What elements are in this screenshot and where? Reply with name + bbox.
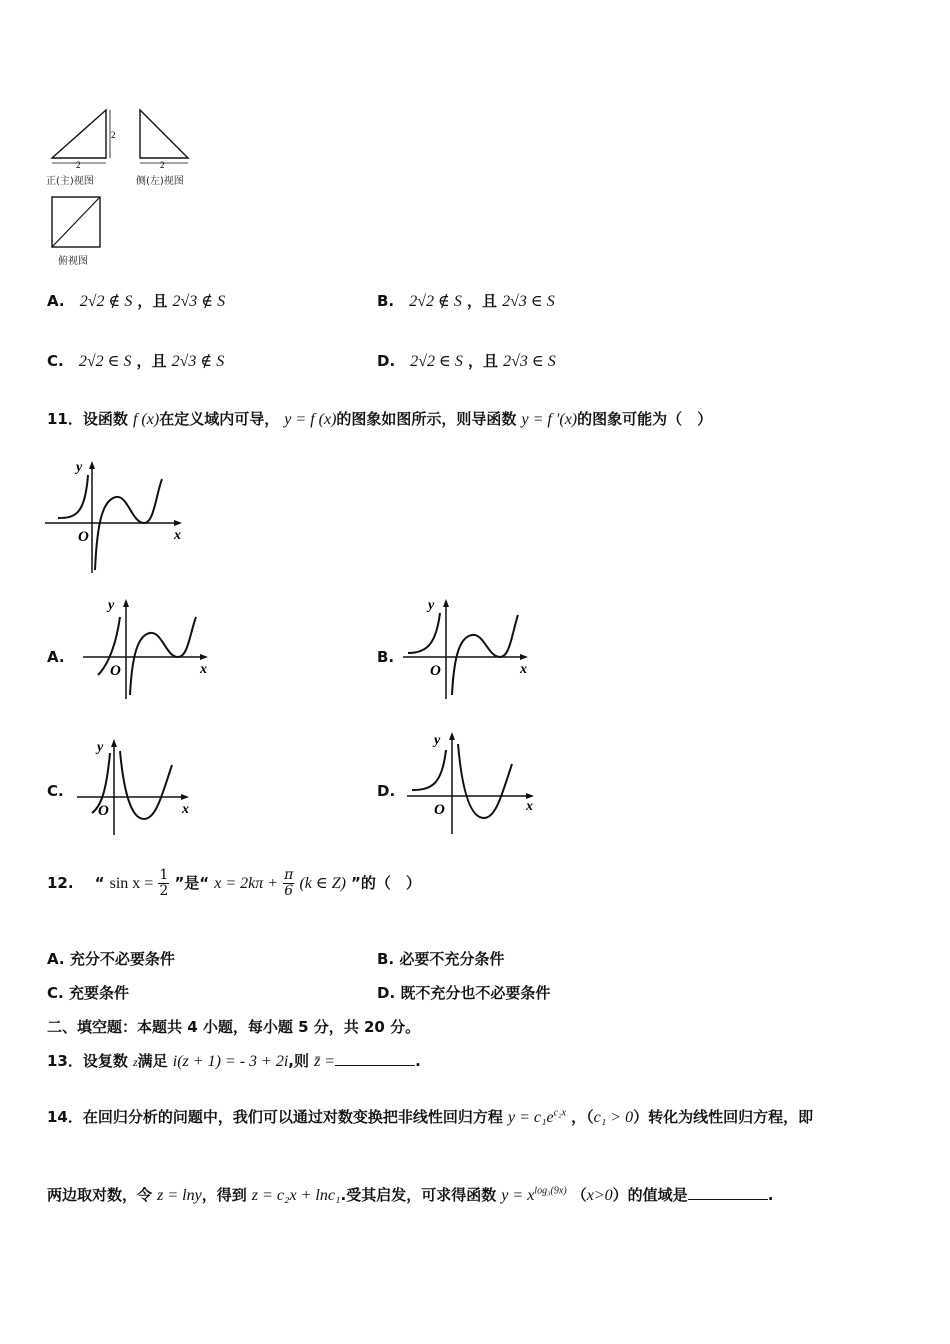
side-view-caption: 侧(左)视图	[136, 176, 184, 187]
q11-option-a-graph[interactable]	[78, 595, 218, 705]
variable-z: z	[132, 1055, 138, 1069]
q11-text-2: 在定义域内可导，	[159, 410, 280, 428]
origin-label: O	[434, 802, 445, 818]
question-number: 12.	[47, 874, 74, 892]
quote-open: “	[94, 874, 105, 892]
three-view-figure	[40, 100, 210, 270]
q14-equation-2: z = lny	[157, 1187, 202, 1204]
front-width-label: 2	[76, 160, 81, 170]
origin-label: O	[110, 663, 121, 679]
axis-x-label: x	[200, 662, 207, 677]
option-first: 2√2 ∈ S	[410, 353, 463, 370]
q10-option-b[interactable]	[377, 290, 555, 311]
option-text: 充分不必要条件	[69, 950, 175, 968]
q11-formula-2: y = f (x)	[284, 411, 337, 428]
fraction-pi-over-6	[283, 868, 294, 899]
q12-option-a[interactable]	[47, 948, 175, 969]
front-view-drawing	[48, 108, 118, 178]
option-text: 既不充分也不必要条件	[400, 984, 551, 1002]
q10-option-d[interactable]	[377, 350, 556, 371]
q11-text-1: 设函数	[82, 410, 128, 428]
q12-text-mid: ”是“	[174, 874, 210, 892]
answer-blank[interactable]	[688, 1185, 768, 1200]
q12-text-tail: ”的（ ）	[351, 874, 421, 892]
fraction-numerator: 1	[159, 867, 169, 883]
axis-x-label: x	[174, 528, 181, 543]
q14-equation-1-base: y = c₁e	[507, 1109, 554, 1126]
q10-option-c[interactable]	[47, 350, 224, 371]
question-number: 11．	[47, 410, 83, 428]
q14-condition-2: x>0	[586, 1187, 613, 1204]
option-joiner: ，且	[466, 292, 497, 310]
fraction-numerator: π	[284, 867, 294, 883]
q14-equation-1-exponent: c₂x	[553, 1107, 567, 1119]
q11-option-c-label[interactable]: C.	[47, 782, 64, 800]
q13-text-3: ,则	[288, 1052, 309, 1070]
axis-y-label: y	[108, 598, 115, 613]
top-view-drawing	[50, 195, 110, 255]
q13-equation: i(z + 1) = - 3 + 2i	[172, 1053, 289, 1070]
q14-equation-3: z = c₂x + lnc₁	[251, 1187, 341, 1204]
option-text: 必要不充分条件	[399, 950, 505, 968]
q14-text-8: ）的值域是	[612, 1186, 688, 1204]
axis-y-label: y	[428, 598, 435, 613]
option-second: 2√3 ∈ S	[503, 353, 556, 370]
option-second: 2√3 ∉ S	[171, 353, 225, 370]
q11-formula-3: y = f ′(x)	[521, 411, 578, 428]
q14-line-1	[47, 1106, 813, 1127]
origin-label: O	[98, 803, 109, 819]
q10-option-a[interactable]	[47, 290, 225, 311]
axis-y-label: y	[76, 460, 83, 475]
option-first: 2√2 ∉ S	[409, 293, 462, 310]
q11-option-b-graph[interactable]	[398, 595, 538, 705]
q14-text-2: ，（	[571, 1108, 594, 1126]
question-number: 14．	[47, 1108, 83, 1126]
top-view-caption: 俯视图	[58, 256, 88, 267]
fraction-one-half	[158, 868, 169, 899]
option-label: A.	[47, 292, 65, 310]
front-view-caption: 正(主)视图	[46, 176, 94, 187]
q12-stem	[47, 868, 421, 899]
option-joiner: ，且	[467, 352, 498, 370]
q11-text-3: 的图象如图所示，则导函数	[336, 410, 517, 428]
option-first: 2√2 ∈ S	[78, 353, 132, 370]
condition-2-rhs: (k ∈ Z)	[299, 875, 346, 892]
option-joiner: ，且	[136, 352, 167, 370]
q14-equation-4	[501, 1187, 566, 1204]
q14-text-7: （	[571, 1186, 587, 1204]
axis-x-label: x	[182, 802, 189, 817]
q14-text-1: 在回归分析的问题中，我们可以通过对数变换把非线性回归方程	[82, 1108, 503, 1126]
option-label: C.	[47, 984, 64, 1002]
q11-stem	[47, 408, 712, 429]
fraction-denominator: 2	[159, 883, 169, 899]
q14-line-2	[47, 1184, 773, 1205]
q11-option-c-graph[interactable]	[72, 735, 202, 840]
option-joiner: ，且	[137, 292, 168, 310]
q13-text-1: 设复数	[82, 1052, 128, 1070]
side-view-drawing	[136, 108, 206, 178]
q11-text-4: 的图象可能为（ ）	[577, 410, 713, 428]
option-label: D.	[377, 984, 396, 1002]
axis-y-label: y	[434, 733, 441, 748]
q11-option-d-graph[interactable]	[402, 728, 547, 838]
q11-option-a-label[interactable]: A.	[47, 648, 65, 666]
z-conjugate: z̄ =	[314, 1053, 336, 1070]
origin-label: O	[430, 663, 441, 679]
q14-equation-4-base: y = x	[501, 1187, 535, 1204]
q14-text-3: ）转化为线性回归方程，即	[633, 1108, 814, 1126]
option-label: D.	[377, 352, 396, 370]
fraction-denominator: 6	[284, 883, 294, 899]
option-label: A.	[47, 950, 65, 968]
q12-option-c[interactable]	[47, 982, 129, 1003]
q11-formula-1: f (x)	[132, 411, 160, 428]
q13-stem	[47, 1050, 421, 1071]
q11-option-b-label[interactable]: B.	[377, 648, 395, 666]
axis-y-label: y	[97, 740, 104, 755]
option-first: 2√2 ∉ S	[79, 293, 133, 310]
option-second: 2√3 ∉ S	[172, 293, 226, 310]
option-label: B.	[377, 950, 395, 968]
q14-condition: c₁ > 0	[593, 1109, 634, 1126]
option-label: C.	[47, 352, 64, 370]
q14-equation-1	[508, 1109, 566, 1126]
q14-text-4: 两边取对数，令	[47, 1186, 153, 1204]
question-number: 13．	[47, 1052, 83, 1070]
answer-blank[interactable]	[335, 1051, 415, 1066]
q12-option-b[interactable]	[377, 948, 504, 969]
axis-x-label: x	[520, 662, 527, 677]
option-second: 2√3 ∈ S	[502, 293, 555, 310]
option-label: B.	[377, 292, 395, 310]
origin-label: O	[78, 529, 89, 545]
section-2-title: 二、填空题：本题共 4 小题，每小题 5 分，共 20 分。	[47, 1018, 421, 1036]
q14-text-6: .受其启发，可求得函数	[340, 1186, 497, 1204]
front-height-label: 2	[111, 130, 116, 140]
q13-end: .	[415, 1052, 421, 1070]
q12-option-d[interactable]	[377, 982, 550, 1003]
condition-2-lhs: x = 2kπ +	[214, 875, 279, 892]
q11-main-graph	[40, 455, 190, 575]
option-text: 充要条件	[68, 984, 129, 1002]
q14-text-5: ，得到	[201, 1186, 247, 1204]
q14-equation-4-exponent: log₃(9x)	[534, 1185, 567, 1197]
q14-end: .	[767, 1186, 774, 1204]
q11-option-d-label[interactable]: D.	[377, 782, 396, 800]
q13-text-2: 满足	[137, 1052, 168, 1070]
axis-x-label: x	[526, 799, 533, 814]
side-width-label: 2	[160, 160, 165, 170]
condition-1-lhs: sin x =	[109, 875, 154, 892]
